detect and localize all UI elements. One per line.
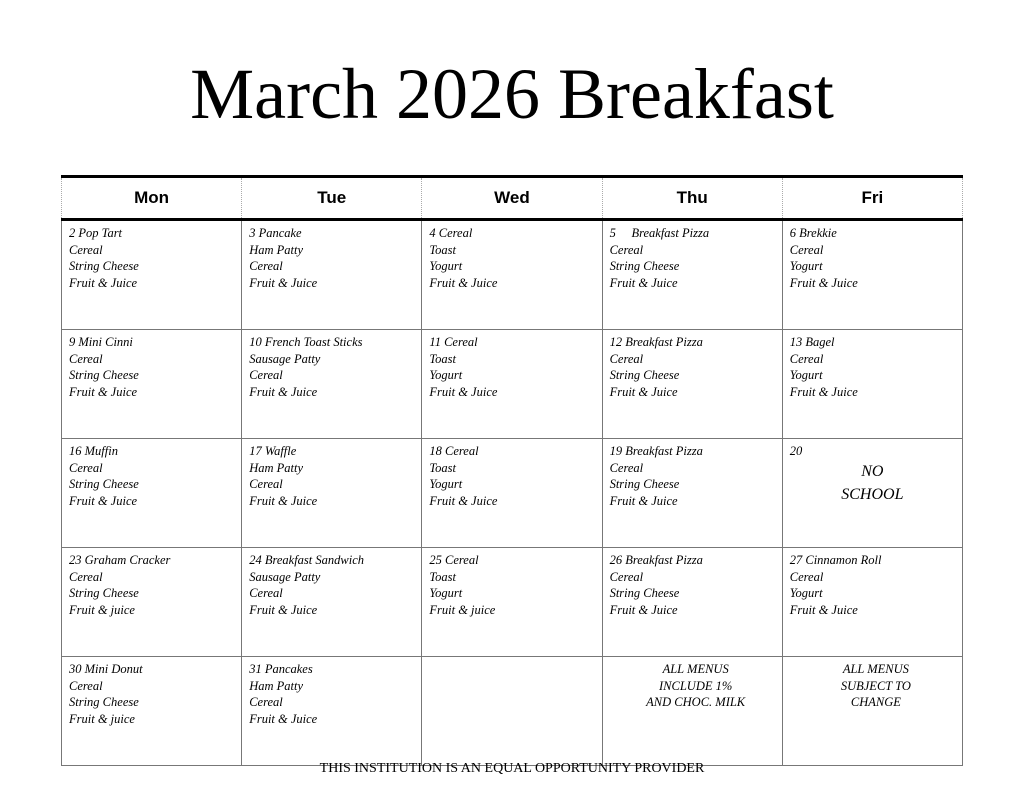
menu-line: 19 Breakfast Pizza [609,444,703,458]
day-cell-thu [602,439,782,548]
menu-line: Cereal [249,477,283,491]
menu-line: 25 Cereal [429,553,479,567]
menu-line: Fruit & juice [69,602,135,617]
menu-line: Yogurt [429,477,463,491]
menu-line: Yogurt [429,259,463,273]
menu-line: Cereal [69,460,103,475]
menu-line: Fruit & Juice [69,275,138,290]
menu-line: Cereal [249,368,283,382]
menu-line: 12 Breakfast Pizza [609,335,703,349]
menu-line: String Cheese [69,477,139,491]
menu-line: String Cheese [609,368,680,382]
menu-line: Cereal [69,678,103,693]
menu-line: Fruit & Juice [609,602,678,617]
milk-note-line: INCLUDE 1% [659,678,733,693]
day-cell-tue [242,439,422,548]
menu-line: Yogurt [789,586,823,600]
no-school-line: SCHOOL [841,485,904,503]
menu-line: Toast [429,569,457,584]
menu-line: Fruit & Juice [429,493,498,508]
menu-line: 31 Pancakes [249,662,313,676]
menu-line: Fruit & Juice [249,711,318,726]
menu-line: String Cheese [609,477,680,491]
menu-line: Fruit & Juice [789,602,858,617]
day-cell-mon [62,220,242,330]
menu-line: Fruit & Juice [609,493,678,508]
menu-line: Cereal [789,351,824,366]
menu-line: Yogurt [789,368,823,382]
menu-line: String Cheese [609,259,680,273]
menu-line: 16 Muffin [69,444,118,458]
menu-line: Cereal [789,569,824,584]
day-cell-tue [242,330,422,439]
menu-line: Fruit & Juice [609,275,678,290]
day-cell-mon [62,330,242,439]
menu-line: Fruit & Juice [249,602,318,617]
change-note-cell [782,657,962,766]
menu-line: Cereal [609,242,644,257]
menu-line: 2 Pop Tart [69,226,123,240]
menu-line: 27 Cinnamon Roll [789,553,882,567]
menu-line: Cereal [69,351,103,366]
day-header-thu: Thu [602,177,782,220]
menu-line: 23 Graham Cracker [69,553,171,567]
menu-line: Fruit & Juice [249,384,318,399]
menu-line: 11 Cereal [429,335,478,349]
day-cell-fri [782,220,962,330]
day-cell-fri [782,330,962,439]
menu-line: 3 Pancake [249,226,302,240]
menu-line: Fruit & Juice [789,384,858,399]
menu-line: 13 Bagel [789,335,835,349]
menu-line: 26 Breakfast Pizza [609,553,703,567]
menu-line: String Cheese [69,586,139,600]
day-cell-thu [602,330,782,439]
menu-line: Fruit & Juice [69,384,138,399]
menu-line: String Cheese [69,259,139,273]
menu-line: Fruit & Juice [609,384,678,399]
menu-line: Fruit & Juice [69,493,138,508]
menu-line: Fruit & juice [69,711,135,726]
day-cell-wed [422,330,602,439]
menu-line: Toast [429,351,457,366]
day-cell-fri [782,439,962,548]
day-cell-mon [62,657,242,766]
menu-line: String Cheese [69,368,139,382]
menu-line: String Cheese [609,586,680,600]
day-cell-thu [602,548,782,657]
day-header-wed: Wed [422,177,602,220]
menu-line: Ham Patty [249,678,303,693]
day-header-mon: Mon [62,177,242,220]
equal-opportunity-footer: THIS INSTITUTION IS AN EQUAL OPPORTUNITY PROVIDER [319,761,705,776]
no-school-line: NO [861,462,884,480]
change-note-line: SUBJECT TO [840,678,911,693]
change-note-line: CHANGE [850,695,901,709]
menu-line: Cereal [249,586,283,600]
menu-line: Sausage Patty [249,351,321,366]
no-school-notice [790,460,962,506]
day-cell-thu [602,220,782,330]
menu-line: Cereal [609,460,644,475]
menu-calendar [61,175,963,766]
day-cell-mon [62,439,242,548]
menu-line: Cereal [789,242,824,257]
day-header-tue: Tue [242,177,422,220]
change-note-line: ALL MENUS [842,662,909,676]
day-cell-tue [242,548,422,657]
milk-note-cell [602,657,782,766]
day-cell-wed [422,220,602,330]
calendar-body [62,220,963,766]
milk-note-line: AND CHOC. MILK [646,695,746,709]
menu-line: Toast [429,242,457,257]
week-row [62,657,963,766]
menu-line: Fruit & Juice [429,275,498,290]
day-cell-wed [422,657,602,766]
menu-line: 9 Mini Cinni [69,335,133,349]
menu-line: 24 Breakfast Sandwich [249,553,364,567]
week-row [62,220,963,330]
menu-line: 4 Cereal [429,226,473,240]
menu-line: Fruit & Juice [429,384,498,399]
page-title: March 2026 Breakfast [190,54,834,134]
day-cell-fri [782,548,962,657]
menu-line: Sausage Patty [249,569,321,584]
week-row [62,439,963,548]
menu-line: Cereal [69,242,103,257]
menu-line: Fruit & Juice [249,493,318,508]
menu-line: Toast [429,460,457,475]
menu-line: Fruit & Juice [249,275,318,290]
day-cell-tue [242,657,422,766]
day-header-fri: Fri [782,177,962,220]
menu-line: 6 Brekkie [789,226,837,240]
week-row [62,548,963,657]
menu-line: Yogurt [429,586,463,600]
day-cell-wed [422,548,602,657]
menu-line: 30 Mini Donut [69,662,143,676]
day-cell-mon [62,548,242,657]
menu-line: Fruit & juice [429,602,496,617]
week-row [62,330,963,439]
menu-line: Yogurt [429,368,463,382]
menu-line: 5 Breakfast Pizza [609,226,710,240]
menu-line: 20 [789,444,803,458]
menu-line: Cereal [69,569,103,584]
menu-line: 17 Waffle [249,444,297,458]
menu-line: Ham Patty [249,460,303,475]
milk-note-line: ALL MENUS [662,662,729,676]
weekday-header-row [62,177,963,220]
menu-line: Cereal [609,351,644,366]
day-cell-tue [242,220,422,330]
menu-line: Cereal [249,695,283,709]
day-cell-wed [422,439,602,548]
menu-line: Fruit & Juice [789,275,858,290]
menu-line: Cereal [609,569,644,584]
menu-line: Cereal [249,259,283,273]
menu-line: 10 French Toast Sticks [249,335,363,349]
menu-line: String Cheese [69,695,139,709]
menu-line: 18 Cereal [429,444,479,458]
menu-line: Yogurt [789,259,823,273]
menu-line: Ham Patty [249,242,303,257]
